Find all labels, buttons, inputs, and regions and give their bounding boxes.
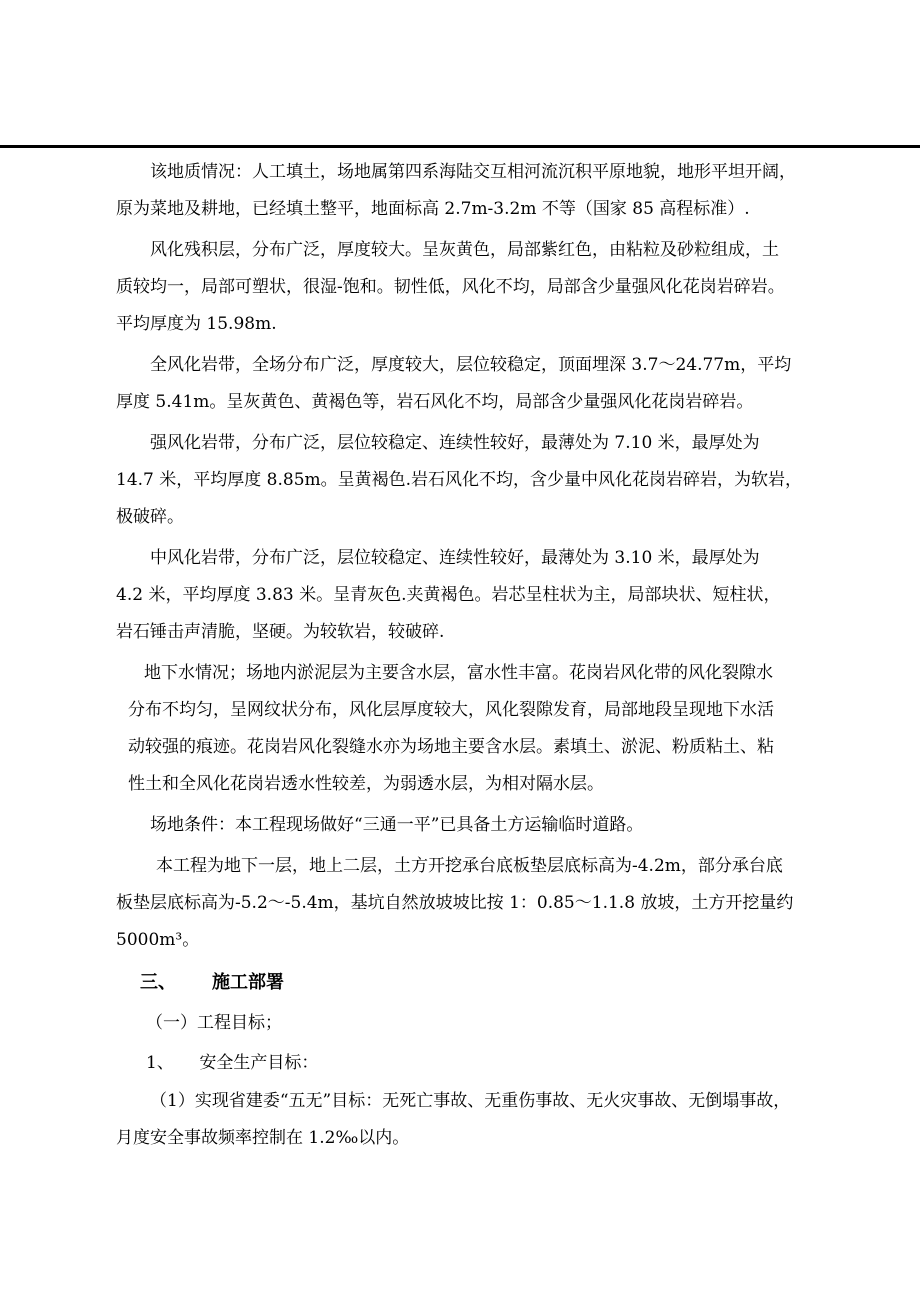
body-paragraph xyxy=(116,540,836,651)
paragraph-list xyxy=(116,154,836,1157)
paragraph-line: 质较均一，局部可塑状，很湿-饱和。韧性低，风化不均，局部含少量强风化花岗岩碎岩。 xyxy=(116,277,785,297)
paragraph-line: 强风化岩带，分布广泛，层位较稳定、连续性较好，最薄处为 7.10 米，最厚处为 xyxy=(150,433,760,453)
paragraph-line: 场地条件：本工程现场做好“三通一平”已具备土方运输临时道路。 xyxy=(150,815,644,835)
body-paragraph xyxy=(116,655,836,803)
paragraph-line: 分布不均匀，呈网纹状分布，风化层厚度较大，风化裂隙发育，局部地段呈现地下水活 xyxy=(128,700,774,720)
paragraph-line: 平均厚度为 15.98m. xyxy=(116,314,277,334)
sub-item: 1、 安全生产目标： xyxy=(146,1053,319,1073)
paragraph-line: 性土和全风化花岗岩透水性较差，为弱透水层，为相对隔水层。 xyxy=(128,774,604,794)
body-paragraph xyxy=(116,1083,836,1157)
paragraph-line: 原为菜地及耕地，已经填土整平，地面标高 2.7m-3.2m 不等（国家 85 高程标准）. xyxy=(116,199,750,219)
paragraph-line: 动较强的痕迹。花岗岩风化裂缝水亦为场地主要含水层。素填土、淤泥、粉质粘土、粘 xyxy=(128,737,774,757)
body-paragraph xyxy=(116,347,836,421)
paragraph-line: 本工程为地下一层，地上二层，土方开挖承台底板垫层底标高为-4.2m，部分承台底 xyxy=(156,856,783,876)
section-title: 施工部署 xyxy=(212,972,284,993)
paragraph-line: 月度安全事故频率控制在 1.2‰以内。 xyxy=(116,1128,410,1148)
paragraph-line: 全风化岩带，全场分布广泛，厚度较大，层位较稳定，顶面埋深 3.7～24.77m，平均 xyxy=(150,355,792,375)
body-paragraph xyxy=(116,154,836,228)
section-heading xyxy=(116,963,836,1003)
paragraph-line: 地下水情况；场地内淤泥层为主要含水层，富水性丰富。花岗岩风化带的风化裂隙水 xyxy=(144,663,773,683)
paragraph-line: 5000m³。 xyxy=(116,930,200,950)
paragraph-line: 板垫层底标高为-5.2～-5.4m，基坑自然放坡坡比按 1：0.85～1.1.8 放坡，土方开挖量约 xyxy=(116,893,794,913)
paragraph-line: 14.7 米，平均厚度 8.85m。呈黄褐色.岩石风化不均，含少量中风化花岗岩碎岩，为软岩， xyxy=(116,470,803,490)
paragraph-line: 4.2 米，平均厚度 3.83 米。呈青灰色.夹黄褐色。岩芯呈柱状为主，局部块状、短柱状， xyxy=(116,585,781,605)
paragraph-line: 该地质情况：人工填土，场地属第四系海陆交互相河流沉积平原地貌，地形平坦开阔， xyxy=(150,162,796,182)
paragraph-line: 厚度 5.41m。呈灰黄色、黄褐色等，岩石风化不均，局部含少量强风化花岗岩碎岩。 xyxy=(116,392,754,412)
body-paragraph xyxy=(116,848,836,959)
header-rule xyxy=(0,145,920,148)
document-body xyxy=(116,154,836,1157)
sub-item: （一）工程目标； xyxy=(146,1013,282,1033)
section-number: 三、 xyxy=(140,972,176,993)
paragraph-line: 中风化岩带，分布广泛，层位较稳定、连续性较好，最薄处为 3.10 米，最厚处为 xyxy=(150,548,760,568)
paragraph-line: 岩石锤击声清脆，坚硬。为较软岩，较破碎. xyxy=(116,622,445,642)
body-paragraph xyxy=(116,425,836,536)
paragraph-line: 极破碎。 xyxy=(116,507,184,527)
body-paragraph xyxy=(116,807,836,844)
paragraph-line: （1）实现省建委“五无”目标：无死亡事故、无重伤事故、无火灾事故、无倒塌事故， xyxy=(150,1091,791,1111)
paragraph-line: 风化残积层，分布广泛，厚度较大。呈灰黄色，局部紫红色，由粘粒及砂粒组成，土 xyxy=(150,240,779,260)
body-paragraph xyxy=(116,232,836,343)
